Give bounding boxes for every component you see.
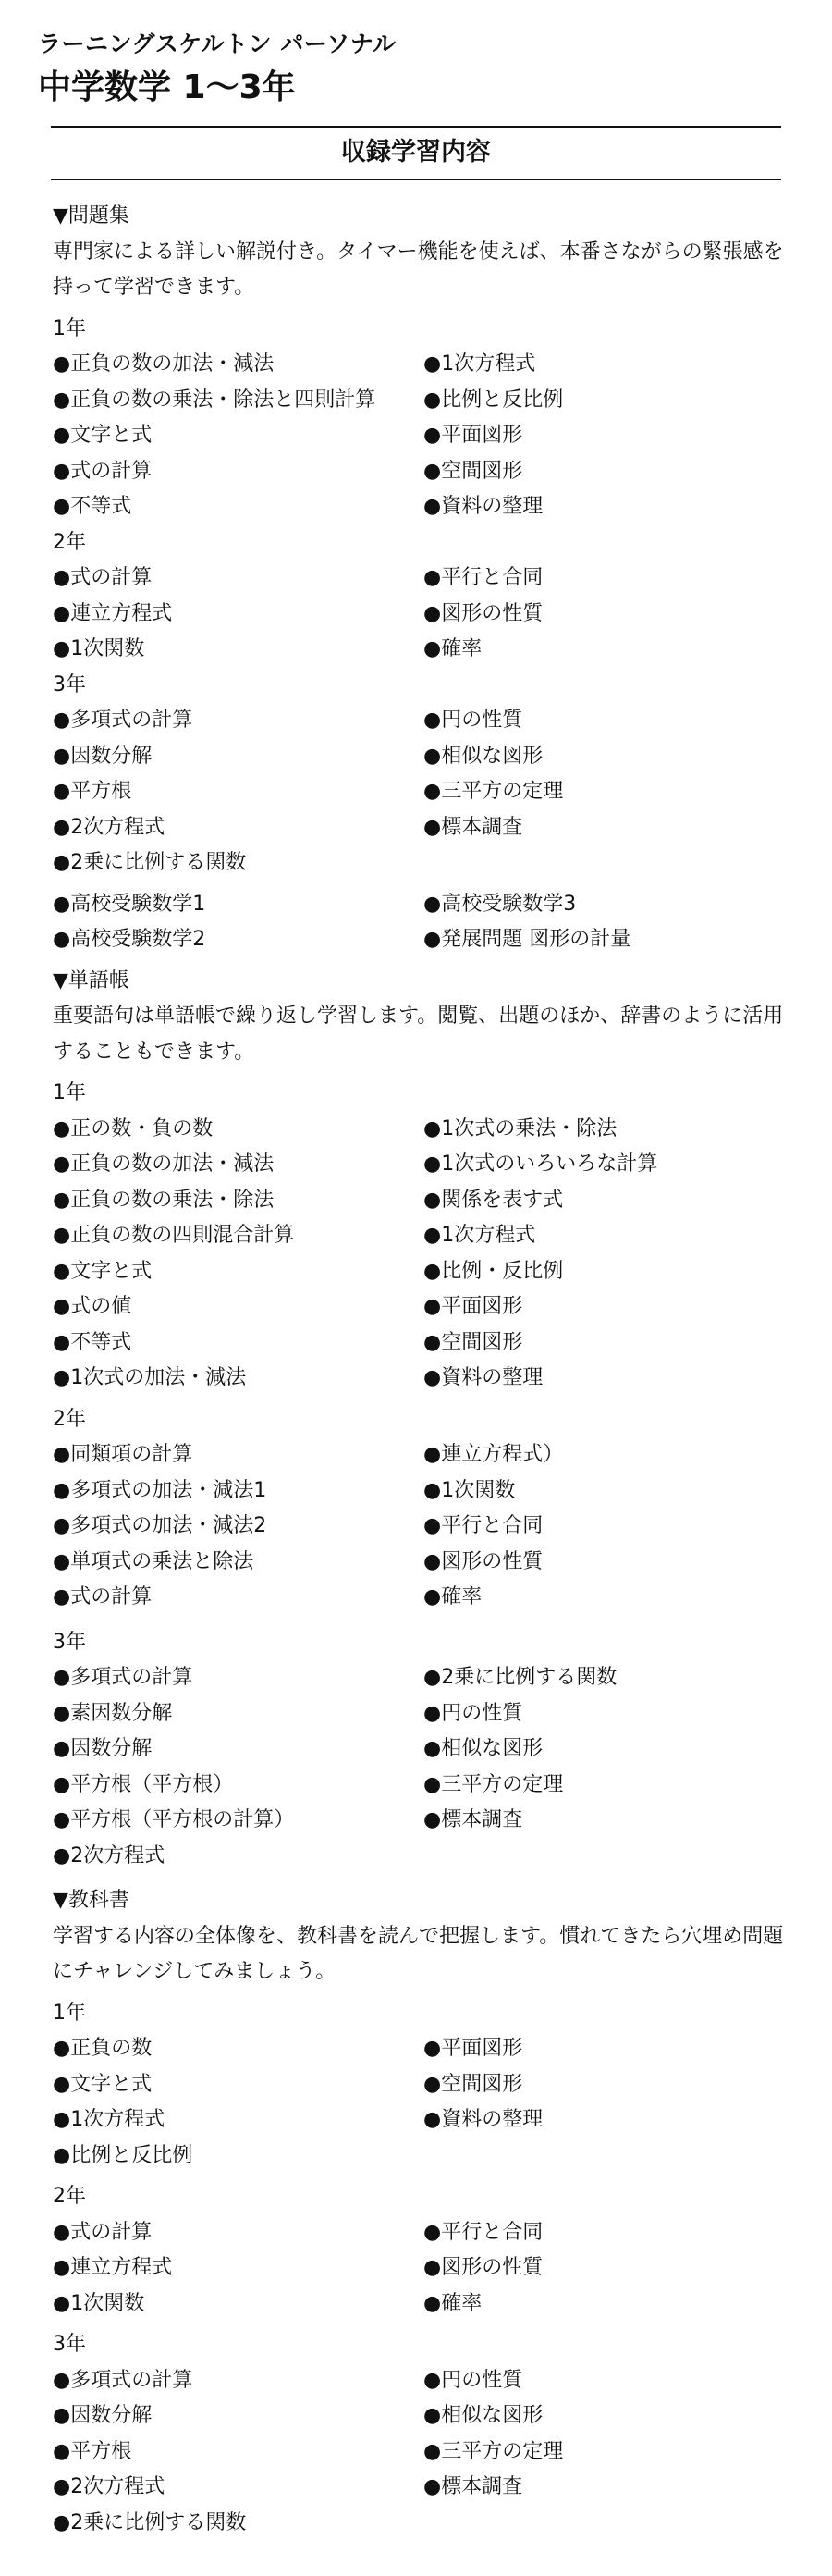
item-grid (53, 347, 792, 525)
list-item: ●平行と合同 (423, 1514, 544, 1537)
list-item: ●2乗に比例する関数 (53, 851, 247, 874)
content (53, 199, 792, 2541)
section-description: 専門家による詳しい解説付き。タイマー機能を使えば、本番さながらの緊張感を持って学習できます。 (53, 240, 784, 299)
list-item: ●高校受験数学3 (423, 892, 577, 916)
list-item: ●2乗に比例する関数 (423, 1666, 618, 1689)
list-item: ●相似な図形 (423, 2404, 544, 2427)
list-item: ●確率 (423, 2291, 483, 2315)
list-item: ●1次関数 (53, 637, 145, 660)
list-item: ●高校受験数学2 (53, 928, 206, 951)
list-item: ●文字と式 (53, 424, 153, 447)
list-item: ●1次方程式 (423, 352, 536, 376)
list-item: ●円の性質 (423, 709, 523, 732)
list-item: ●資料の整理 (423, 1366, 544, 1389)
list-item: ●三平方の定理 (423, 780, 564, 803)
list-item: ●円の性質 (423, 2368, 523, 2392)
item-grid (53, 887, 792, 958)
list-item: ●文字と式 (53, 2072, 153, 2096)
list-item: ●比例・反比例 (423, 1259, 564, 1283)
list-item: ●正の数・負の数 (53, 1116, 214, 1140)
section-heading: 収録学習内容 (341, 138, 491, 166)
list-item: ●因数分解 (53, 744, 153, 768)
list-item: ●連立方程式 (53, 601, 173, 625)
list-item: ●連立方程式 (53, 2256, 173, 2279)
list-item: ●不等式 (53, 495, 132, 518)
list-item: ●資料の整理 (423, 2108, 544, 2131)
list-item: ●不等式 (53, 1330, 132, 1354)
item-grid (53, 2363, 792, 2542)
item-grid (53, 2031, 792, 2174)
item-grid (53, 703, 792, 881)
grade-label: 1年 (53, 1081, 86, 1104)
grade-label: 2年 (53, 1407, 86, 1431)
list-item: ●1次方程式 (53, 2108, 165, 2131)
grade-label: 2年 (53, 2185, 86, 2208)
list-item: ●2乗に比例する関数 (53, 2510, 247, 2534)
list-item: ●正負の数の四則混合計算 (53, 1224, 295, 1247)
list-item: ●平面図形 (423, 1295, 523, 1318)
list-item: ●多項式の計算 (53, 709, 193, 732)
list-item: ●平方根（平方根の計算） (53, 1808, 295, 1831)
list-item: ●連立方程式） (423, 1443, 564, 1466)
grade-label: 2年 (53, 530, 86, 554)
list-item: ●標本調査 (423, 815, 523, 839)
list-item: ●多項式の加法・減法1 (53, 1478, 267, 1502)
list-item: ●1次式のいろいろな計算 (423, 1152, 658, 1176)
list-item: ●円の性質 (423, 1701, 523, 1725)
list-item: ●式の計算 (53, 566, 153, 589)
list-item: ●資料の整理 (423, 495, 544, 518)
top-divider (51, 126, 781, 128)
list-item: ●文字と式 (53, 1259, 153, 1283)
list-item: ●空間図形 (423, 1330, 523, 1354)
list-item: ●2次方程式 (53, 815, 165, 839)
heading-divider (51, 179, 781, 180)
list-item: ●正負の数の乗法・除法 (53, 1188, 275, 1212)
grade-label: 3年 (53, 672, 86, 696)
list-item: ●確率 (423, 1585, 483, 1608)
series-name: ラーニングスケルトン パーソナル (38, 31, 397, 57)
list-item: ●正負の数の加法・減法 (53, 352, 275, 376)
list-item: ●式の計算 (53, 459, 153, 483)
section-title: ▼単語帳 (53, 968, 129, 992)
list-item: ●三平方の定理 (423, 1772, 564, 1796)
list-item: ●標本調査 (423, 1808, 523, 1831)
section-title: ▼問題集 (53, 204, 129, 228)
item-grid (53, 1660, 792, 1874)
list-item: ●多項式の計算 (53, 2368, 193, 2392)
list-item: ●1次関数 (423, 1478, 516, 1502)
list-item: ●因数分解 (53, 2404, 153, 2427)
section-description: 学習する内容の全体像を、教科書を読んで把握します。慣れてきたら穴埋め問題にチャレンジしてみましょう。 (53, 1924, 784, 1983)
item-grid (53, 561, 792, 668)
list-item: ●多項式の計算 (53, 1666, 193, 1689)
list-item: ●図形の性質 (423, 601, 544, 625)
list-item: ●同類項の計算 (53, 1443, 193, 1466)
list-item: ●比例と反比例 (53, 2143, 193, 2167)
list-item: ●相似な図形 (423, 744, 544, 768)
grade-label: 1年 (53, 316, 86, 340)
grade-label: 3年 (53, 1630, 86, 1654)
list-item: ●標本調査 (423, 2475, 523, 2498)
list-item: ●正負の数の加法・減法 (53, 1152, 275, 1176)
item-grid (53, 2215, 792, 2323)
list-item: ●三平方の定理 (423, 2439, 564, 2463)
list-item: ●空間図形 (423, 459, 523, 483)
list-item: ●関係を表す式 (423, 1188, 564, 1212)
list-item: ●平方根 (53, 2439, 132, 2463)
list-item: ●2次方程式 (53, 2475, 165, 2498)
section-vocabulary (53, 964, 792, 1875)
list-item: ●平面図形 (423, 2037, 523, 2060)
section-title: ▼教科書 (53, 1889, 129, 1912)
list-item: ●1次関数 (53, 2291, 145, 2315)
item-grid (53, 1112, 792, 1397)
section-description: 重要語句は単語帳で繰り返し学習します。閲覧、出題のほか、辞書のように活用することもできます。 (53, 1005, 784, 1064)
item-grid (53, 1437, 792, 1616)
list-item: ●式の値 (53, 1295, 132, 1318)
list-item: ●式の計算 (53, 1585, 153, 1608)
list-item: ●式の計算 (53, 2220, 153, 2244)
list-item: ●多項式の加法・減法2 (53, 1514, 267, 1537)
section-problems (53, 199, 792, 958)
list-item: ●確率 (423, 637, 483, 660)
page-title: 中学数学 1〜3年 (38, 68, 296, 106)
list-item: ●比例と反比例 (423, 388, 564, 412)
list-item: ●正負の数 (53, 2037, 153, 2060)
list-item: ●正負の数の乗法・除法と四則計算 (53, 388, 376, 412)
list-item: ●1次式の乗法・除法 (423, 1116, 618, 1140)
list-item: ●素因数分解 (53, 1701, 173, 1725)
list-item: ●空間図形 (423, 2072, 523, 2096)
list-item: ●1次方程式 (423, 1224, 536, 1247)
section-textbook (53, 1883, 792, 2541)
list-item: ●平面図形 (423, 424, 523, 447)
list-item: ●相似な図形 (423, 1737, 544, 1760)
list-item: ●発展問題 図形の計量 (423, 928, 631, 951)
list-item: ●平行と合同 (423, 2220, 544, 2244)
list-item: ●平行と合同 (423, 566, 544, 589)
list-item: ●高校受験数学1 (53, 892, 206, 916)
list-item: ●平方根 (53, 780, 132, 803)
list-item: ●因数分解 (53, 1737, 153, 1760)
list-item: ●単項式の乗法と除法 (53, 1549, 254, 1573)
list-item: ●平方根（平方根） (53, 1772, 234, 1796)
list-item: ●図形の性質 (423, 2256, 544, 2279)
list-item: ●2次方程式 (53, 1843, 165, 1867)
grade-label: 1年 (53, 2001, 86, 2025)
list-item: ●図形の性質 (423, 1549, 544, 1573)
grade-label: 3年 (53, 2333, 86, 2356)
list-item: ●1次式の加法・減法 (53, 1366, 247, 1389)
